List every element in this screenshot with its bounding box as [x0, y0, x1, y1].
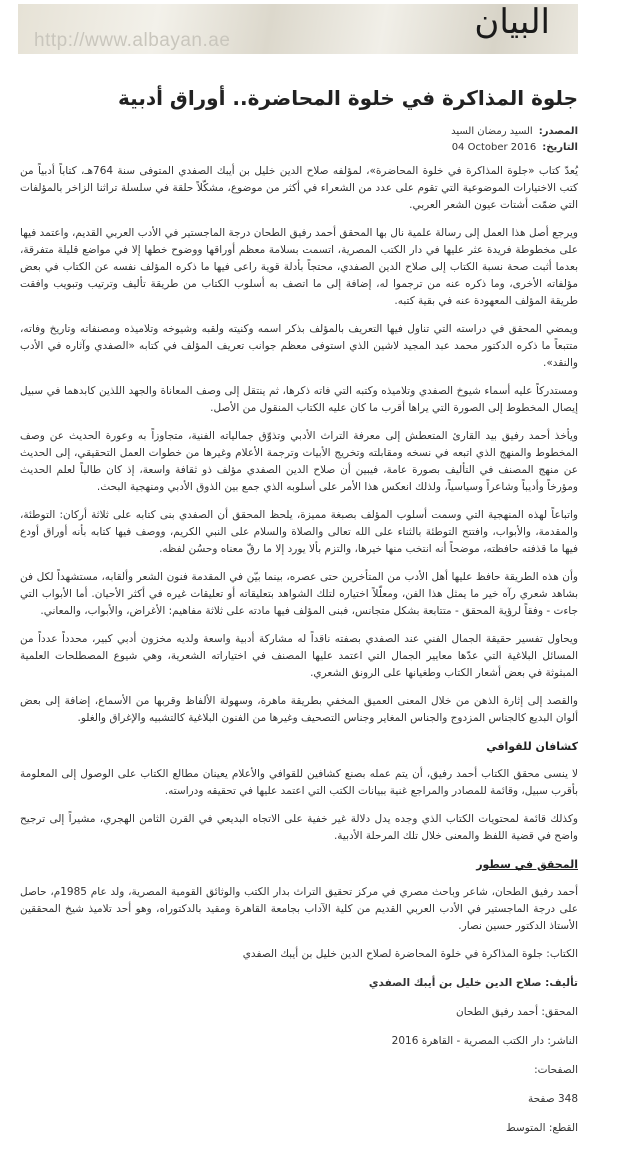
book-publisher: الناشر: دار الكتب المصرية - القاهرة 2016	[391, 1035, 578, 1047]
book-pages-label: الصفحات:	[534, 1064, 578, 1076]
book-author: تأليف: صلاح الدين خليل بن أيبك الصفدي	[368, 977, 578, 989]
paragraph: ويحاول تفسير حقيقة الجمال الفني عند الصفدي بصفته ناقداً له مشاركة أدبية واسعة ولديه مخزون أدبي كبير، محدداً عدداً من المسائل البلاغية التي عدّها معايير الجمال التي اعتمد عليها المصنف في اختياراته الشعرية، وهي شيوع المصطلحات العلمية المبثوثة في بعض أشعار الكتاب وطغيانها على الرونق الشعري.	[20, 633, 578, 679]
section-heading: كشافان للقوافي	[486, 740, 578, 753]
book-pages: 348 صفحة	[527, 1093, 578, 1105]
book-title: الكتاب: جلوة المذاكرة في خلوة المحاضرة لصلاح الدين خليل بن أيبك الصفدي	[242, 948, 578, 960]
paragraph: أحمد رفيق الطحان، شاعر وباحث مصري في مركز تحقيق التراث بدار الكتب والوثائق القومية المصرية، ولد عام 1985م، حاصل على درجة الماجستير في الأدب العربي القديم من كلية الآداب بجامعة القاهرة ومقيد بالدكتوراه، وهو أحد تلاميذ شيخ المحققين الأستاذ الدكتور حسين نصار.	[20, 886, 578, 932]
date-line	[20, 140, 578, 156]
book-editor: المحقق: أحمد رفيق الطحان	[455, 1006, 578, 1018]
source-line	[20, 124, 578, 140]
article-meta	[20, 124, 578, 156]
albayan-logo: البيان	[474, 2, 550, 42]
paragraph: واتباعاً لهذه المنهجية التي وسمت أسلوب المؤلف بصبغة مميزة، يلحظ المحقق أن الصفدي بنى كتابه على ثلاثة أركان: التوطئة، والمقدمة، والأبواب، وافتتح التوطئة بالثناء على الله تعالى والصلاة والسلام على النبي الكريم، ووصف فيها كتابه بأنه أوراق أودع فيها ما قذفته حافظته، موضحاً أنه انتخب منها خيرها، والتزم بألا يورد إلا ما رقّ معناه وحسُن لفظه.	[20, 509, 578, 555]
paragraph: لا ينسى محقق الكتاب أحمد رفيق، أن يتم عمله بصنع كشافين للقوافي والأعلام يعينان مطالع الكتاب على الوصول إلى المعلومة بأقرب سبيل، وقائمة للمصادر والمراجع غنية ببيانات الكتب التي اعتمد عليها في تحقيقه ودراسته.	[20, 768, 578, 797]
paragraph: ويأخذ أحمد رفيق بيد القارئ المتعطش إلى معرفة التراث الأدبي وتذوّق جمالياته الفنية، متجاوزاً به وعورة الحديث عن وصف المخطوط والمنهج الذي اتبعه في نسخه ومقابلته وتخريج الأبيات وترجمة الأعلام وغيرها من خطوات العمل التحقيقي، إلى الحديث عن منهج المصنف في التأليف بصورة عامة، فيبين أن صلاح الدين الصفدي مؤلف ذو ثقافة واسعة، إذ كان طالباً لعلم الحديث ومؤرخاً وأديباً وشاعراً وسياسياً، ولذلك انعكس هذا الأمر على أسلوبه الذي جمع بين الذوق الأدبي ومنهجية البحث.	[20, 430, 578, 493]
paragraph: يُعدّ كتاب «جلوة المذاكرة في خلوة المحاضرة»، لمؤلفه صلاح الدين خليل بن أيبك الصفدي المتوفى سنة 764هـ، كتاباً أدبياً من كتب الاختيارات الموضوعية التي تقوم على عدد من الشعراء في أكثر من موضوع، مشكّلاً حلقة في سلسلة تراثنا الزاخر بالمؤلفات التي ضمّت أشتات عيون الشعر العربي.	[20, 165, 578, 211]
article-title: جلوة المذاكرة في خلوة المحاضرة.. أوراق أدبية	[118, 86, 578, 110]
article	[20, 84, 578, 1149]
paragraph: والقصد إلى إثارة الذهن من خلال المعنى العميق المخفي بطريقة ماهرة، وسهولة الألفاظ وقربها من الأسماع، إضافة إلى بعض ألوان البديع كالجناس المزدوج والجناس المغاير وجناس التصحيف وغيرها من الفنون البلاغية كالتشبيه والإغراق والغلو.	[20, 695, 578, 724]
source-label: المصدر:	[538, 126, 578, 137]
site-url: http://www.albayan.ae	[34, 30, 231, 51]
section-heading: المحقق في سطور	[476, 858, 578, 871]
article-body	[20, 163, 578, 1137]
paragraph: ويمضي المحقق في دراسته التي تناول فيها التعريف بالمؤلف بذكر اسمه وكنيته ولقبه وشيوخه وتلاميذه ومصنفاته وتاريخ وفاته، متتبعاً ما ذكره الدكتور محمد عبد المجيد لاشين الذي استوفى معظم جوانب تعريف المؤلف في كتابه «الصفدي وآثاره في الأدب والنقد».	[20, 323, 578, 369]
paragraph: وكذلك قائمة لمحتويات الكتاب الذي وجده يدل دلالة غير خفية على الاتجاه البديعي في القرن الثامن الهجري، مشيراً إلى ترجيح واضح في قضية اللفظ والمعنى خلال تلك المرحلة الأدبية.	[20, 813, 578, 842]
book-size: القطع: المتوسط	[505, 1122, 578, 1134]
paragraph: ويرجع أصل هذا العمل إلى رسالة علمية نال بها المحقق أحمد رفيق الطحان درجة الماجستير في الأدب العربي القديم، واعتمد فيها على مخطوطة فريدة عثر عليها في دار الكتب المصرية، اتسمت بسلامة معظم أوراقها ووضوح خطها إلا في مواضع قليلة متفرقة، بعدما أثبت صحة نسبة الكتاب إلى صلاح الدين الصفدي، محتجاً بأدلة قوية راعى فيها ما ذكره المؤلف نفسه عن الكتاب في بعض مؤلفاته الأخرى، وما ذكره عنه من ترجموا له، إضافة إلى ما اتصف به أسلوب الكتاب من طريقة تأليف وترتيب وتبويب وافقت طريقة المؤلف المعهودة عنه في بقية كتبه.	[20, 227, 578, 307]
paragraph: وأن هذه الطريقة حافظ عليها أهل الأدب من المتأخرين حتى عصره، بينما بيّن في المقدمة فنون الشعر وألقابه، مستشهداً لكل فن بشاهد شعري رآه خير ما يمثل هذا الفن، ومعلّلاً اختياره لتلك الشواهد بتعليقاته أو تعليقات غيره في أكثر الأحيان. أما الأبواب التي جاءت - وفقاً لرؤية المحقق - متتابعة بشكل متجانس، فبنى المؤلف فيها مادته على ثلاثة مفاهيم: الأغراض، والأبواب، والمعاني.	[20, 571, 578, 617]
date-value: 04 October 2016	[451, 142, 537, 153]
site-banner	[18, 4, 578, 54]
paragraph: ومستدركاً عليه أسماء شيوخ الصفدي وتلاميذه وكتبه التي فاته ذكرها، ثم ينتقل إلى وصف المعاناة والجهد اللذين كابدهما في سبيل إيصال المخطوط إلى الصورة التي يراها أقرب ما كان عليه الكتاب المنقول من الأصل.	[20, 385, 578, 414]
date-label: التاريخ:	[542, 142, 578, 153]
source-value: السيد رمضان السيد	[451, 126, 533, 137]
